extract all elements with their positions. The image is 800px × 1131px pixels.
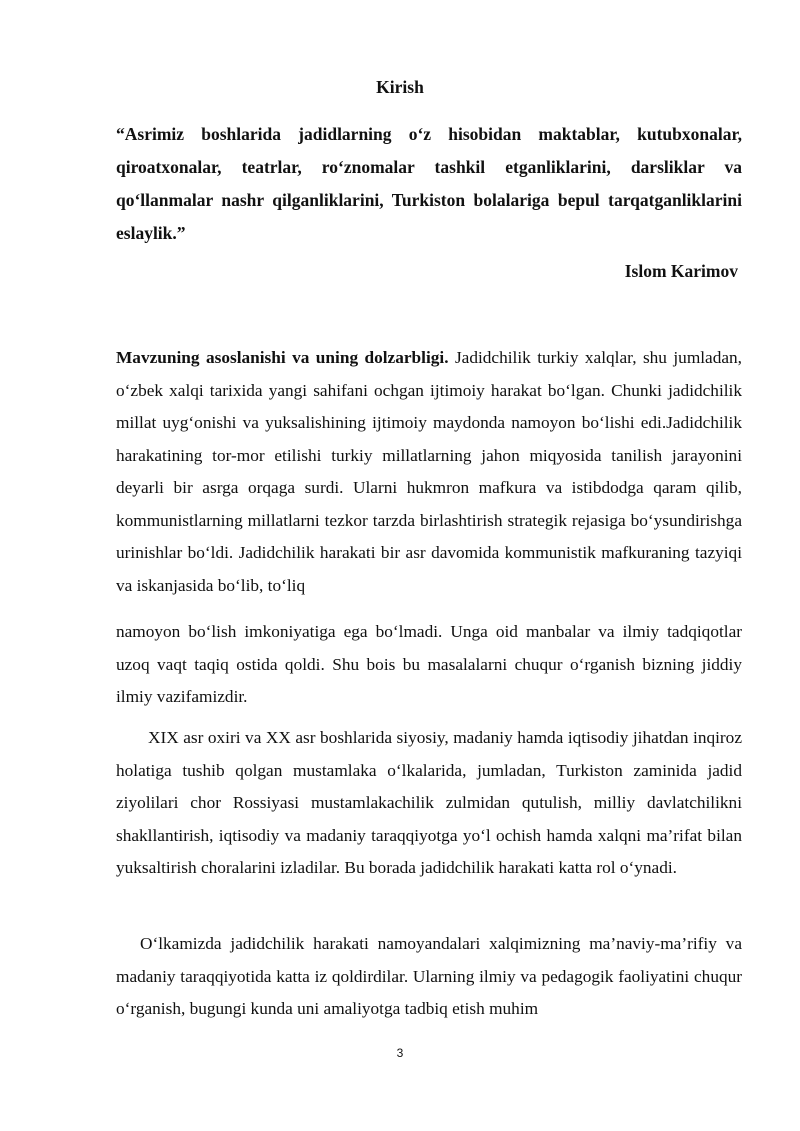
paragraph-text: Jadidchilik turkiy xalqlar, shu jumladan, o‘zbek xalqi tarixida yangi sahifani ochgan ijtimoiy harakat bo‘lgan. Chunki jadidchilik millat uyg‘onishi va yuksalishining ijtimoiy maydonda namoyon bo‘lishi edi.Jadidchilik harakatining tor-mor etilishi turkiy millatlarning jahon miqyosida tanilish jarayonini deyarli bir asrga orqaga surdi. Ularni hukmron mafkura va istibdodga qaram qilib, kommunistlarning millatlarni tezkor tarzda birlashtirish strategik rejasiga bo‘ysundirishga urinishlar bo‘ldi. Jadidchilik harakati bir asr davomida kommunistik mafkuraning tazyiqi va iskanjasida bo‘lib, to‘liq xyxy=(116,348,742,595)
epigraph-quote: “Asrimiz boshlarida jadidlarning o‘z hisobidan maktablar, kutubxonalar, qiroatxonalar, teatrlar, ro‘znomalar tashkil etganliklarini, darsliklar va qo‘llanmalar nashr qilganliklarini, Turkiston bolalariga bepul tarqatganliklarini eslaylik.” xyxy=(116,124,742,243)
paragraph-lead: Mavzuning asoslanishi va uning dolzarbligi. xyxy=(116,348,449,367)
paragraph-continuation: namoyon bo‘lish imkoniyatiga ega bo‘lmadi. Unga oid manbalar va ilmiy tadqiqotlar uzoq vaqt taqiq ostida qoldi. Shu bois bu masalalarni chuqur o‘rganish bizning jiddiy ilmiy vazifamizdir. xyxy=(116,622,742,706)
paragraph-relevance xyxy=(116,342,742,602)
page-number: 3 xyxy=(396,1046,404,1060)
epigraph-author: Islom Karimov xyxy=(624,261,738,281)
section-title: Kirish xyxy=(376,77,424,97)
paragraph-history: XIX asr oxiri va XX asr boshlarida siyosiy, madaniy hamda iqtisodiy jihatdan inqiroz holatiga tushib qolgan mustamlaka o‘lkalarida, jumladan, Turkiston zaminida jadid ziyolilari chor Rossiyasi mustamlakachilik zulmidan qutulish, milliy davlatchilikni shakllantirish, iqtisodiy va madaniy taraqqiyotga yo‘l ochish hamda xalqni ma’rifat bilan yuksaltirish choralarini izladilar. Bu borada jadidchilik harakati katta rol o‘ynadi. xyxy=(116,728,742,877)
paragraph-legacy: O‘lkamizda jadidchilik harakati namoyandalari xalqimizning ma’naviy-ma’rifiy va madaniy taraqqiyotida katta iz qoldirdilar. Ularning ilmiy va pedagogik faoliyatini chuqur o‘rganish, bugungi kunda uni amaliyotga tadbiq etish muhim xyxy=(116,934,742,1018)
